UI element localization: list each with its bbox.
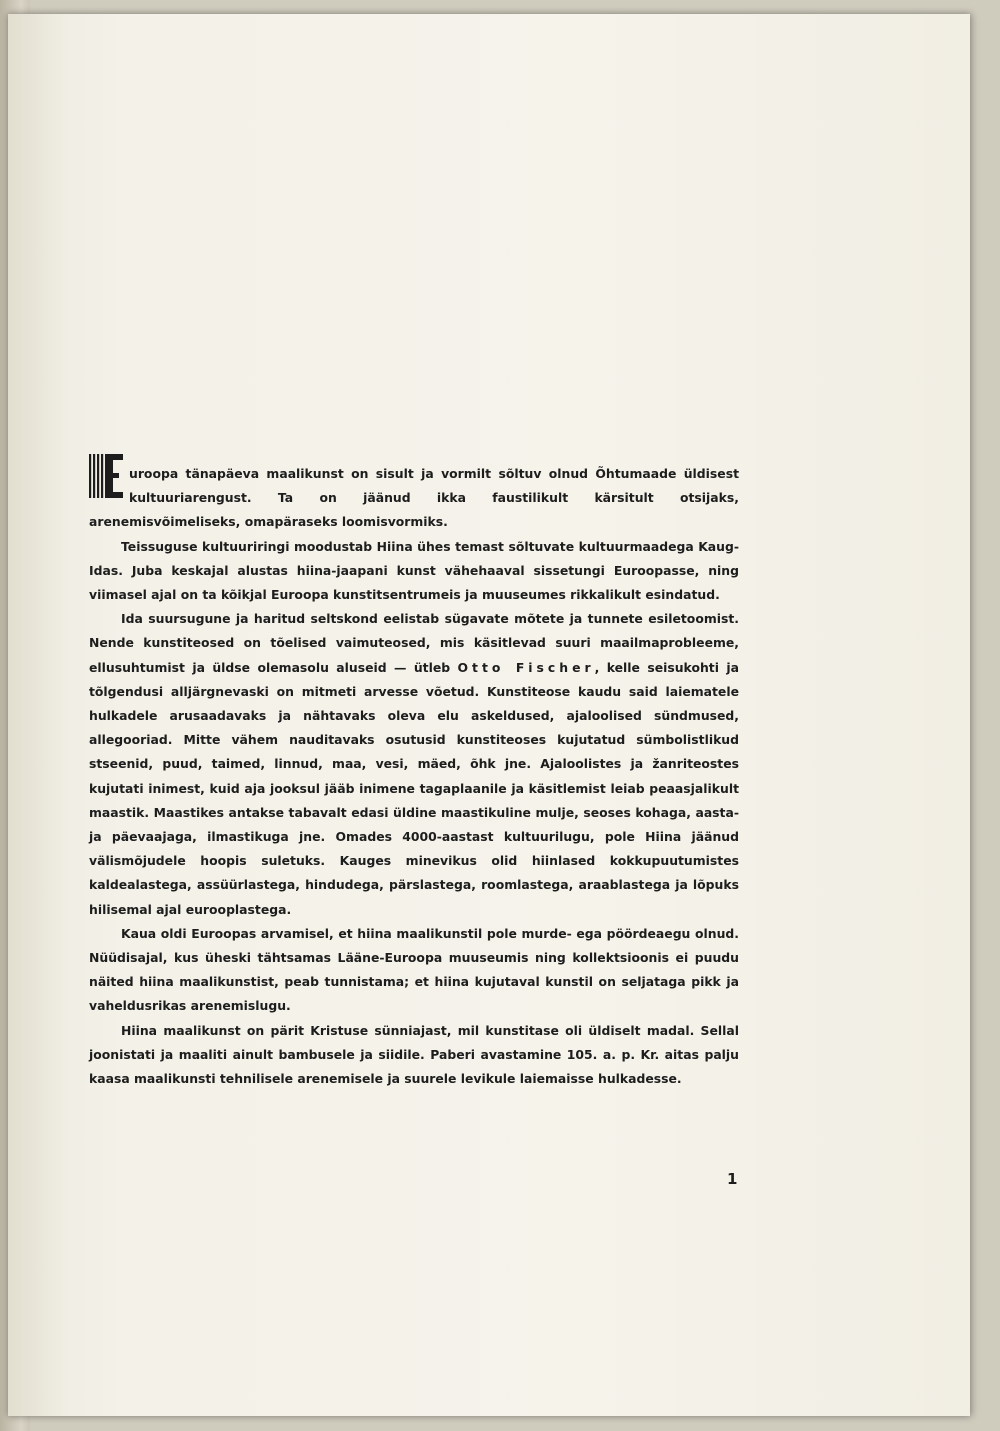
paragraph-3-text-b: , kelle seisukohti ja tõlgendusi alljärgnevaski on mitmeti arvesse võetud. Kunstiteose kaudu said laiematele hulkadele arusaadavaks ja nähtavaks oleva elu askeldused, ajaloolised sündmused, allegooriad. Mitte vähem nauditavaks osutusid kunstiteoses kujutatud sümbolistlikud stseenid, puud, taimed, linnud, maa, vesi, mäed, õhk jne. Ajaloolistes ja žanriteostes kujutati inimest, kuid aja jooksul jääb inimene tagaplaanile ja käsitlemist leiab peaasjalikult maastik. Maastikes antakse tabavalt edasi üldine maastikuline mulje, seoses kohaga, aasta- ja päevaajaga, ilmastikuga jne. Omades 4000-aastast kultuurilugu, pole Hiina jäänud välismõjudele hoopis suletuks. Kauges minevikus olid hiinlased kokkupuutumistes kaldealastega, assüürlastega, hindudega, pärslastega, roomlastega, araablastega ja lõpuks hilisemal ajal eurooplastega. bbox=[89, 659, 739, 917]
initial-letter-glyph bbox=[89, 454, 127, 498]
author-name: Otto Fischer bbox=[457, 659, 595, 675]
body-text bbox=[89, 462, 739, 1091]
paragraph-4: Kaua oldi Euroopas arvamisel, et hiina maalikunstil pole murde- ega pöördeaegu olnud. Nüüdisajal, kus üheski tähtsamas Lääne-Euroopa muuseumis ning kollektsioonis ei puudu näited hiina maalikunstist, peab tunnistama; et hiina kujutaval kunstil on seljataga pikk ja vaheldusrikas arenemislugu. bbox=[89, 925, 739, 1014]
paragraph-3-text-a: Ida suursugune ja haritud seltskond eelistab sügavate mõtete ja tunnete esiletoomist. Nende kunstiteosed on tõelised vaimuteosed, mis käsitlevad suuri maailmaprobleeme, ellusuhtumist ja üldse olemasolu aluseid — ütleb bbox=[89, 611, 739, 675]
paragraph-5: Hiina maalikunst on pärit Kristuse sünniajast, mil kunstitase oli üldiselt madal. Sellal joonistati ja maaliti ainult bambusele ja siidile. Paberi avastamine 105. a. p. Kr. aitas palju kaasa maalikunsti tehnilisele arenemisele ja suurele levikule laiemaisse hulkadesse. bbox=[89, 1022, 739, 1087]
paragraph-3 bbox=[89, 607, 739, 922]
paragraph-1 bbox=[89, 462, 739, 535]
paragraph-2: Teissuguse kultuuriringi moodustab Hiina ühes temast sõltuvate kultuurmaadega Kaug-Idas. Juba keskajal alustas hiina-jaapani kunst vähehaaval sissetungi Euroopasse, ning viimasel ajal on ta kõikjal Euroopa kunstitsentrumeis ja muuseumes rikkalikult esindatud. bbox=[89, 538, 739, 603]
paragraph-1-text: uroopa tänapäeva maalikunst on sisult ja vormilt sõltuv olnud Õhtumaade üldisest kultuuriarengust. Ta on jäänud ikka faustilikult kärsitult otsijaks, arenemisvõimeliseks, omapäraseks loomisvormiks. bbox=[89, 466, 739, 530]
decorative-initial-e bbox=[89, 462, 127, 498]
page-binding-shadow bbox=[8, 14, 68, 1416]
page-number: 1 bbox=[727, 1170, 738, 1188]
